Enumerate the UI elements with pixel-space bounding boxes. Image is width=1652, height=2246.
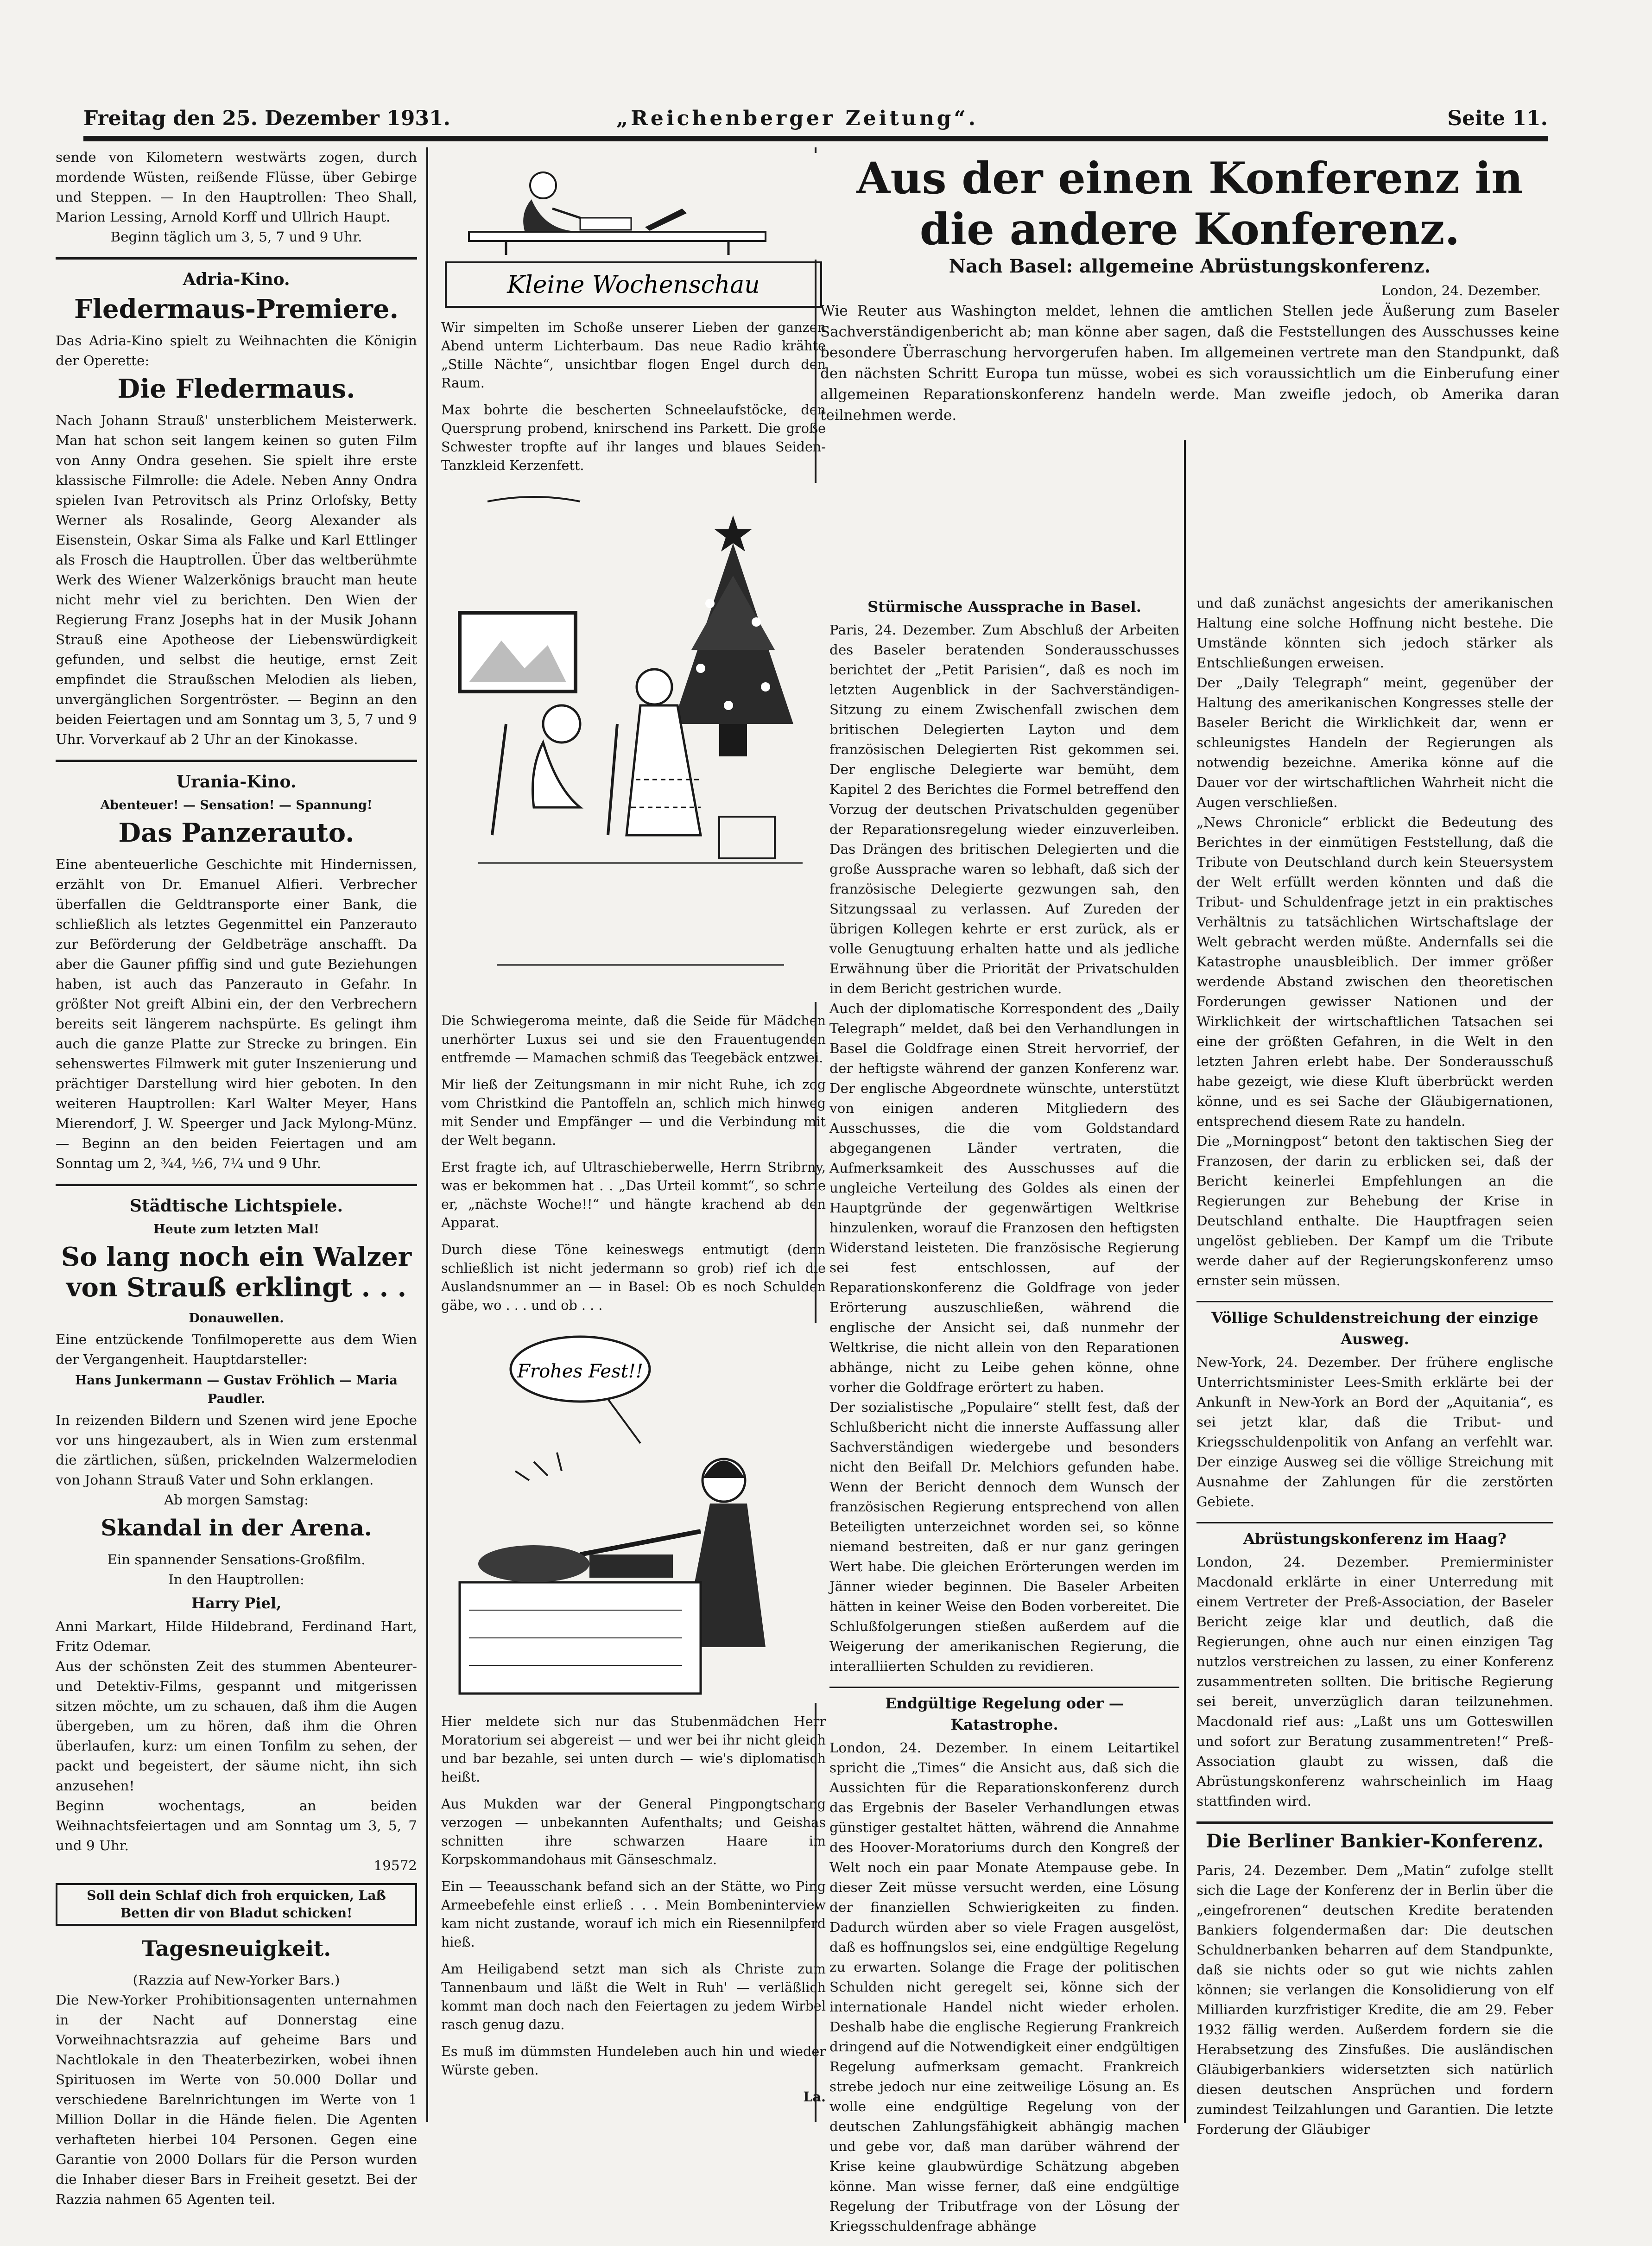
lead-paragraph: Wie Reuter aus Washington meldet, lehnen die amtlichen Stellen jede Äußerung zum Baseler Sachverständigenbericht ab; man könne aber sagen, daß die Feststellungen des Ausschusses keine besondere Überraschung hervorgerufen haben. Im allgemeinen vertrete man den Standpunkt, daß den nächsten Schritt Europa tun müsse, wobei es sich voraussichtlich um die Einberufung einer allgemeinen Reparationskonferenz handeln werde. Man zweifle jedoch, ob Amerika daran teilnehmen werde. <box>820 303 1559 424</box>
radio-listener-cartoon <box>441 1323 826 1703</box>
column-rule-1 <box>426 147 428 2122</box>
speech-bubble-text: Frohes Fest!! <box>517 1361 643 1382</box>
separator <box>1196 1522 1553 1523</box>
section-regelung-para1: London, 24. Dezember. In einem Leitartikel spricht die „Times“ die Ansicht aus, daß sich die Aussichten für die Reparationskonferenz durch das Ergebnis der Baseler Verhandlungen etwas günstiger gestaltet hätten, während die Annahme des Hoover-Moratoriums durch den Kongreß der Welt noch ein paar Monate Atempause gebe. In dieser Zeit müsse versucht werden, eine Lösung der finanziellen Schwierigkeiten zu finden. Dadurch würden aber so viele Fragen ausgelöst, daß es hoffnungslos sei, eine endgültige Regelung zu erwarten. Solange die Frage der politischen Schulden nicht geregelt sei, könne sich der internationale Handel nicht wieder erholen. Deshalb habe die englische Regierung Frankreich dringend auf die Notwendigkeit einer endgültigen Regelung aufmerksam gemacht. Frankreich strebe jedoch nur eine zeitweilige Lösung an. Es wolle eine endgültige Regelung von der deutschen Zahlungsfähigkeit abhängig machen und gebe vor, daß man darüber während der Krise keine glaubwürdige Schätzung abgeben könne. Man wisse ferner, daß eine endgültige Regelung der Tributfrage von der Lösung der Kriegsschuldenfrage abhänge <box>829 1740 1179 2234</box>
cinema-name-urania: Urania-Kino. <box>176 772 297 792</box>
ad-number: 19572 <box>373 1858 417 1873</box>
section-haag-text: London, 24. Dezember. Premierminister Macdonald erklärte in einer Unterredung mit einem Vertreter der Preß-Association, der Baseler Bericht zeige klar und deutlich, daß die Regierungen, ohne auch nur einen einzigen Tag nutzlos verstreichen zu lassen, zu einer Konferenz zusammentreten sollten. Die britische Regierung sei bereit, unverzüglich daran teilzunehmen. Macdonald rief aus: „Laßt uns um Gotteswillen und sofort zur Beratung zusammentreten!“ Preß-Association glaubt zu wissen, daß die Abrüstungskonferenz wahrscheinlich im Haag stattfinden wird. <box>1196 1554 1553 1809</box>
separator <box>56 257 417 260</box>
headline-fledermaus-premiere: Fledermaus-Premiere. <box>74 294 399 324</box>
section-schuldenstreichung-text: New-York, 24. Dezember. Der frühere englische Unterrichtsminister Lees-Smith erklärte bei der Ankunft in New-York an Bord der „Aquitania“, es sei jetzt klar, daß die Tribut- und Kriegsschuldenpolitik von Anfang an verfehlt war. Der einzige Ausweg sei die völlige Streichung mit Ausnahme der Zahlungen für die zerstörten Gebiete. <box>1196 1354 1553 1510</box>
right-subcolumn-b <box>1196 593 1553 2137</box>
news-subtitle: (Razzia auf New-Yorker Bars.) <box>133 1972 340 1988</box>
separator <box>56 760 417 762</box>
separator <box>829 1687 1179 1688</box>
poem-stanza-9: Ein — Teeausschank befand sich an der Stätte, wo Ping Armeebefehle einst erließ . . . Mein Bombeninterview kam nicht zustande, worauf ich mich ein Riesennilpferd hieß. <box>441 1878 826 1950</box>
section-basel-para2: Auch der diplomatische Korrespondent des „Daily Telegraph“ meldet, daß bei den Verhandlungen in Basel die Goldfrage einen Streit hervorrief, der der heftigste während der ganzen Konferenz war. Der englische Abgeordnete wünschte, unterstützt von einigen anderen Mitgliedern des Ausschusses, die die vom Goldstandard abgegangenen Länder vertraten, die Aufmerksamkeit des Ausschusses auf die ungleiche Verteilung des Goldes als einen der Hauptgründe der gegenwärtigen Weltkrise hinzulenken, worauf die Franzosen den heftigsten Widerstand leisteten. Die französische Regierung sei fest entschlossen, auf der Reparationskonferenz die Goldfrage von jeder Erörterung auszuschließen, während die englische der Ansicht sei, daß nunmehr der Weltkrise, die nicht allein von den Reparationen abhänge, nicht zu Leibe gehen könne, ohne vorher die Goldfrage erörtert zu haben. <box>829 1001 1179 1395</box>
section-title-haag: Abrüstungskonferenz im Haag? <box>1243 1530 1506 1548</box>
section-title-regelung: Endgültige Regelung oder — Katastrophe. <box>885 1694 1124 1733</box>
section-regelung-para3: Der „Daily Telegraph“ meint, gegenüber der Haltung des amerikanischen Kongresses stelle der Baseler Bericht die Wirklichkeit dar, wenn er schleunigstes Handeln der Regierungen als notwendig bezeichne. Amerika könne auf die Dauer vor der wirtschaftlichen Wahrheit nicht die Augen verschließen. <box>1196 675 1553 810</box>
adria-text: Nach Johann Strauß' unsterblichem Meisterwerk. Man hat schon seit langem keinen so guten Film von Anny Ondra gesehen. Sie spielt ihre erste klassische Filmrolle: die Adele. Neben Anny Ondra spielen Ivan Petrovitsch als Prinz Orlofsky, Betty Werner als Rosalinde, Georg Alexander als Eisenstein, Oskar Sima als Falke und Karl Ettlinger als Frosch die Hauptrollen. Über das weltberühmte Werk des Wiener Walzerkönigs braucht man heute nicht mehr viel zu berichten. Den Wien der Regierung Franz Josephs hat in der Musik Johann Strauß eine Apotheose der Liebenswürdigkeit gefunden, und selbst die heutige, ernst Zeit empfindet die Straußschen Melodien als lieben, unvergänglichen Sorgentröster. — Beginn an den beiden Feiertagen und am Sonntag um 3, 5, 7 und 9 Uhr. Vorverkauf ab 2 Uhr an der Kinokasse. <box>56 412 417 747</box>
section-title-basel: Stürmische Aussprache in Basel. <box>867 598 1141 615</box>
section-basel-para1: Paris, 24. Dezember. Zum Abschluß der Arbeiten des Baseler beratenden Sonderausschusses berichtet der „Petit Parisien“, daß es noch im letzten Augenblick in der Sachverständigen-Sitzung zu einem Zwischenfall zwischen dem britischen Delegierten Layton und dem französischen Delegierten Rist gekommen sei. Der englische Delegierte war bemüht, dem Kapitel 2 des Berichtes die Formel betreffend den Vorzug der deutschen Privatschulden gegenüber der Reparationsregelung wieder einzuverleiben. Das Drängen des britischen Delegierten und die große Aussprache waren so lebhaft, daß sich der französische Delegierte gezwungen sah, den Sitzungssaal zu verlassen. Auf Zureden der übrigen Kollegen kehrte er erst zurück, als er volle Genugtuung erhalten hatte und als jedliche Erwähnung über die Priorität der Privatschulden in dem Bericht gestrichen wurde. <box>829 622 1179 996</box>
roles-lead: In den Hauptrollen: <box>168 1572 304 1587</box>
separator <box>56 1184 417 1186</box>
staedtische-text3: Aus der schönsten Zeit des stummen Abenteurer- und Detektiv-Films, gespannt und mitgerissen sitzen möchte, um zu schauen, daß ihm die Augen übergeben, um zu hören, daß ihm die Ohren überlaufen, kurz: um einen Tonfilm zu sehen, der packt und begeistert, der säume nicht, ihn sich anzusehen! <box>56 1658 417 1794</box>
staedtische-tomorrow: Ab morgen Samstag: <box>164 1492 309 1508</box>
poem-stanza-5: Erst fragte ich, auf Ultraschieberwelle, Herrn Stribrny, was er bekommen hat . . „Das Urteil kommt“, so schrie er, „nächste Woche!!“ und hängte krachend ab den Apparat. <box>441 1159 826 1231</box>
film-title-panzerauto: Das Panzerauto. <box>118 818 354 848</box>
section-regelung-para2: und daß zunächst angesichts der amerikanischen Haltung eine solche Hoffnung nicht bestehe. Die Umstände könnten sich jedoch stärker als Entschließungen erweisen. <box>1196 595 1553 671</box>
film-genre: Ein spannender Sensations-Großfilm. <box>107 1552 366 1567</box>
section-regelung-para4: „News Chronicle“ erblickt die Bedeutung des Berichtes in der einmütigen Feststellung, daß die Tribute von Deutschland durch kein Steuersystem der Welt erfüllt werden könnten und daß die Tribut- und Schuldenfrage jetzt in ein praktisches Verhältnis zu tatsächlichen Wirtschaftslage der Welt gebracht werden müßte. Andernfalls sei die Katastrophe unausbleiblich. Der immer größer werdende Abstand zwischen den theoretischen Forderungen gewisser Nationen und der Wirklichkeit der wirtschaftlichen Tatsachen sei eine der größten Gefahren, in die Welt in den letzten Jahren erlebt habe. Der Sonderausschuß habe gezeigt, wie diese Kluft überbrückt werden könne, und es sei Sache der Gläubigernationen, entsprechend diesem Rate zu handeln. <box>1196 814 1553 1129</box>
cinema-name-adria: Adria-Kino. <box>183 270 290 289</box>
staedtische-cast: Hans Junkermann — Gustav Fröhlich — Maria Paudler. <box>75 1373 398 1406</box>
film-title-skandal: Skandal in der Arena. <box>101 1515 372 1541</box>
separator <box>1196 1821 1553 1824</box>
poem-stanza-3: Die Schwiegeroma meinte, daß die Seide für Mädchen unerhörter Luxus sei und sie den Frauentugenden entfremde — Mamachen schmiß das Teegebäck entzwei. <box>441 1013 826 1066</box>
cinema-name-staedtische: Städtische Lichtspiele. <box>129 1196 343 1216</box>
dateline: London, 24. Dezember. <box>1381 283 1541 298</box>
section-bankier-text: Paris, 24. Dezember. Dem „Matin“ zufolge stellt sich die Lage der Konferenz der in Berlin über die „eingefrorenen“ deutschen Kredite beratenden Bankiers folgendermaßen dar: Die deutschen Schuldnerbanken beharren auf dem Standpunkte, daß sie nichts oder so gut wie nichts zahlen können; sie verlangen die Konsolidierung von elf Milliarden kurzfristiger Kredite, die am 29. Feber 1932 fällig werden. Außerdem fordern sie die Herabsetzung des Zinsfußes. Die ausländischen Gläubigerbankiers widersetzten sich natürlich diesen deutschen Ansprüchen und fordern zumindest Teilzahlungen und Garantien. Die letzte Forderung der Gläubiger <box>1196 1862 1553 2137</box>
section-title-schuldenstreichung: Völlige Schuldenstreichung der einzige Ausweg. <box>1211 1309 1538 1348</box>
section-regelung-para5: Die „Morningpost“ betont den taktischen Sieg der Franzosen, der darin zu erblicken sei, daß der Bericht keinerlei Empfehlungen an die Regierungen zur Behebung der Krise in Deutschland enthalte. Die Hauptfragen seien ungelöst geblieben. Der Kampf um die Tribute werde daher auf der Regierungskonferenz umso ernster sein müssen. <box>1196 1133 1553 1288</box>
signature: La. <box>803 2089 826 2105</box>
christmas-family-cartoon <box>441 483 826 1002</box>
writer-at-desk-illustration <box>441 153 826 260</box>
staedtische-text: Eine entzückende Tonfilmoperette aus dem Wien der Vergangenheit. Hauptdarsteller: <box>56 1332 417 1367</box>
issue-date: Freitag den 25. Dezember 1931. <box>83 107 450 130</box>
staedtische-today: Heute zum letzten Mal! <box>153 1222 319 1237</box>
poem-stanza-8: Aus Mukden war der General Pingpongtschang verzogen — unbekannten Aufenthalts; und Geishas schnitten ihre schwarzen Haare im Korpskommandohaus mit Gänseschmalz. <box>441 1796 826 1867</box>
staedtische-cast2: Anni Markart, Hilde Hildebrand, Ferdinand Hart, Fritz Odemar. <box>56 1618 417 1654</box>
intro-times: Beginn täglich um 3, 5, 7 und 9 Uhr. <box>110 229 362 245</box>
kleine-wochenschau-heading-text: Kleine Wochenschau <box>507 271 760 299</box>
main-headline: Aus der einen Konferenz in die andere Konferenz. <box>856 153 1523 255</box>
film-star: Harry Piel, <box>191 1594 282 1612</box>
poem-stanza-4: Mir ließ der Zeitungsmann in mir nicht Ruhe, ich zog vom Christkind die Pantoffeln an, schlich mich hinweg mit Sender und Empfänger — und die Verbindung mit der Welt begann. <box>441 1077 826 1148</box>
main-deck: Nach Basel: allgemeine Abrüstungskonferenz. <box>949 255 1431 277</box>
section-title-bankier: Die Berliner Bankier-Konferenz. <box>1206 1830 1544 1852</box>
poem-stanza-10: Am Heiligabend setzt man sich als Christe zum Tannenbaum und läßt die Welt in Ruh' — verläßlich kommt man doch nach den Feiertagen zu jedem Wirbel rasch genug dazu. <box>441 1961 826 2032</box>
separator <box>1196 1301 1553 1302</box>
masthead <box>83 107 1548 134</box>
bedding-ad-text: Soll dein Schlaf dich froh erquicken, Laß Betten dir von Bladut schicken! <box>87 1888 386 1921</box>
adria-lead: Das Adria-Kino spielt zu Weihnachten die Königin der Operette: <box>56 333 417 368</box>
urania-text: Eine abenteuerliche Geschichte mit Hindernissen, erzählt von Dr. Emanuel Alfieri. Verbrecher überfallen die Geldtransporte einer Bank, die schließlich als letztes Gegenmittel ein Panzerauto zur Beförderung der Geldbeträge anschafft. Da aber die Gauner pfiffig sind und gute Beziehungen haben, ist auch das Panzerauto in Gefahr. In größter Not greift Albini ein, der den Verbrechern bereits seit längerem nachspürte. Es gelingt ihm auch die ganze Platte zur Strecke zu bringen. Ein sehenswertes Filmwerk mit guter Inszenierung und prächtiger Darstellung wird hier geboten. In den weiteren Hauptrollen: Karl Walter Meyer, Hans Mierendorf, J. W. Speerger und Jack Mylong-Münz. — Beginn an den beiden Feiertagen und am Sonntag um 2, ¾4, ½6, 7¼ und 9 Uhr. <box>56 857 417 1171</box>
staedtische-text2: In reizenden Bildern und Szenen wird jene Epoche vor uns hingezaubert, als in Wien zum erstenmal die zärtlichen, süßen, prickelnden Walzermelodien von Johann Strauß Vater und Sohn erklangen. <box>56 1412 417 1488</box>
news-title: Tagesneuigkeit. <box>141 1936 331 1961</box>
kleine-wochenschau-heading <box>441 260 826 311</box>
poem-stanza-11: Es muß im dümmsten Hundeleben auch hin und wieder Würste geben. <box>441 2043 826 2078</box>
staedtische-times: Beginn wochentags, an beiden Weihnachtsfeiertagen und am Sonntag um 3, 5, 7 und 9 Uhr. <box>56 1798 417 1853</box>
page-number: Seite 11. <box>1447 107 1548 130</box>
masthead-rule <box>83 136 1548 141</box>
right-column <box>820 153 1559 2234</box>
poem-stanza-2: Max bohrte die bescherten Schneelaufstöcke, den Quersprung probend, knirschend ins Parkett. Die große Schwester tropfte auf ihr langes und blaues Seiden-Tanzkleid Kerzenfett. <box>441 402 826 473</box>
news-text: Die New-Yorker Prohibitionsagenten unternahmen in der Nacht auf Donnerstag eine Vorweihnachtsrazzia auf geheime Bars und Nachtlokale in den Theaterbezirken, wobei ihnen Spirituosen im Werte von 50.000 Dollar und verschiedene Barelnrichtungen im Werte von 1 Million Dollar in die Hände fielen. Die Agenten verhafteten hierbei 104 Personen. Gegen eine Garantie von 2000 Dollars für die Person wurden die Inhaber dieser Bars in Freiheit gesetzt. Bei der Razzia nahmen 65 Agenten teil. <box>56 1992 417 2207</box>
left-column <box>56 147 417 2207</box>
film-title-fledermaus: Die Fledermaus. <box>117 374 355 404</box>
film-subtitle-donauwellen: Donauwellen. <box>189 1311 284 1326</box>
intro-text: sende von Kilometern westwärts zogen, durch mordende Wüsten, reißende Flüsse, über Gebirge und Steppen. — In den Hauptrollen: Theo Shall, Marion Lessing, Arnold Korff und Ullrich Haupt. <box>56 149 417 225</box>
bedding-ad-box <box>56 1883 417 1926</box>
poem-stanza-1: Wir simpelten im Schoße unserer Lieben der ganzen Abend unterm Lichterbaum. Das neue Radio krähte „Stille Nächte“, unsichtbar flogen Engel durch den Raum. <box>441 319 826 391</box>
section-basel-para3: Der sozialistische „Populaire“ stellt fest, daß der Schlußbericht nicht die innerste Auffassung aller Sachverständigen wiedergebe und besonders nicht den Beifall Dr. Melchiors gefunden habe. Wenn der Bericht dennoch dem Wunsch der französischen Regierung entsprechend von allen Beteiligten unterzeichnet worden sei, so könne niemand bestreiten, daß er nur ganz geringen Wert habe. Die gleichen Erörterungen werden im Jänner wieder beginnen. Die Baseler Arbeiten hätten in keiner Weise den Boden vorbereitet. Die Schlußfolgerungen stießen außerdem auf die Weigerung der amerikanischen Regierung, die interalliierten Schulden zu revidieren. <box>829 1399 1179 1674</box>
right-subcolumn-a <box>829 593 1179 2234</box>
poem-stanza-7: Hier meldete sich nur das Stubenmädchen Herr Moratorium sei abgereist — und wer bei ihr nicht gleich und bar bezahle, sei unten durch — wie's diplomatisch heißt. <box>441 1713 826 1785</box>
newspaper-name: „Reichenberger Zeitung“. <box>616 107 979 130</box>
middle-column <box>441 153 826 2113</box>
poem-stanza-6: Durch diese Töne keineswegs entmutigt (denn schließlich ist nicht jedermann so grob) rief ich die Auslandsnummer an — in Basel: Ob es noch Schulden gäbe, wo . . . und ob . . . <box>441 1242 826 1313</box>
urania-tagline: Abenteuer! — Sensation! — Spannung! <box>100 798 373 812</box>
film-title-walzer: So lang noch ein Walzer von Strauß erklingt . . . <box>61 1242 412 1303</box>
